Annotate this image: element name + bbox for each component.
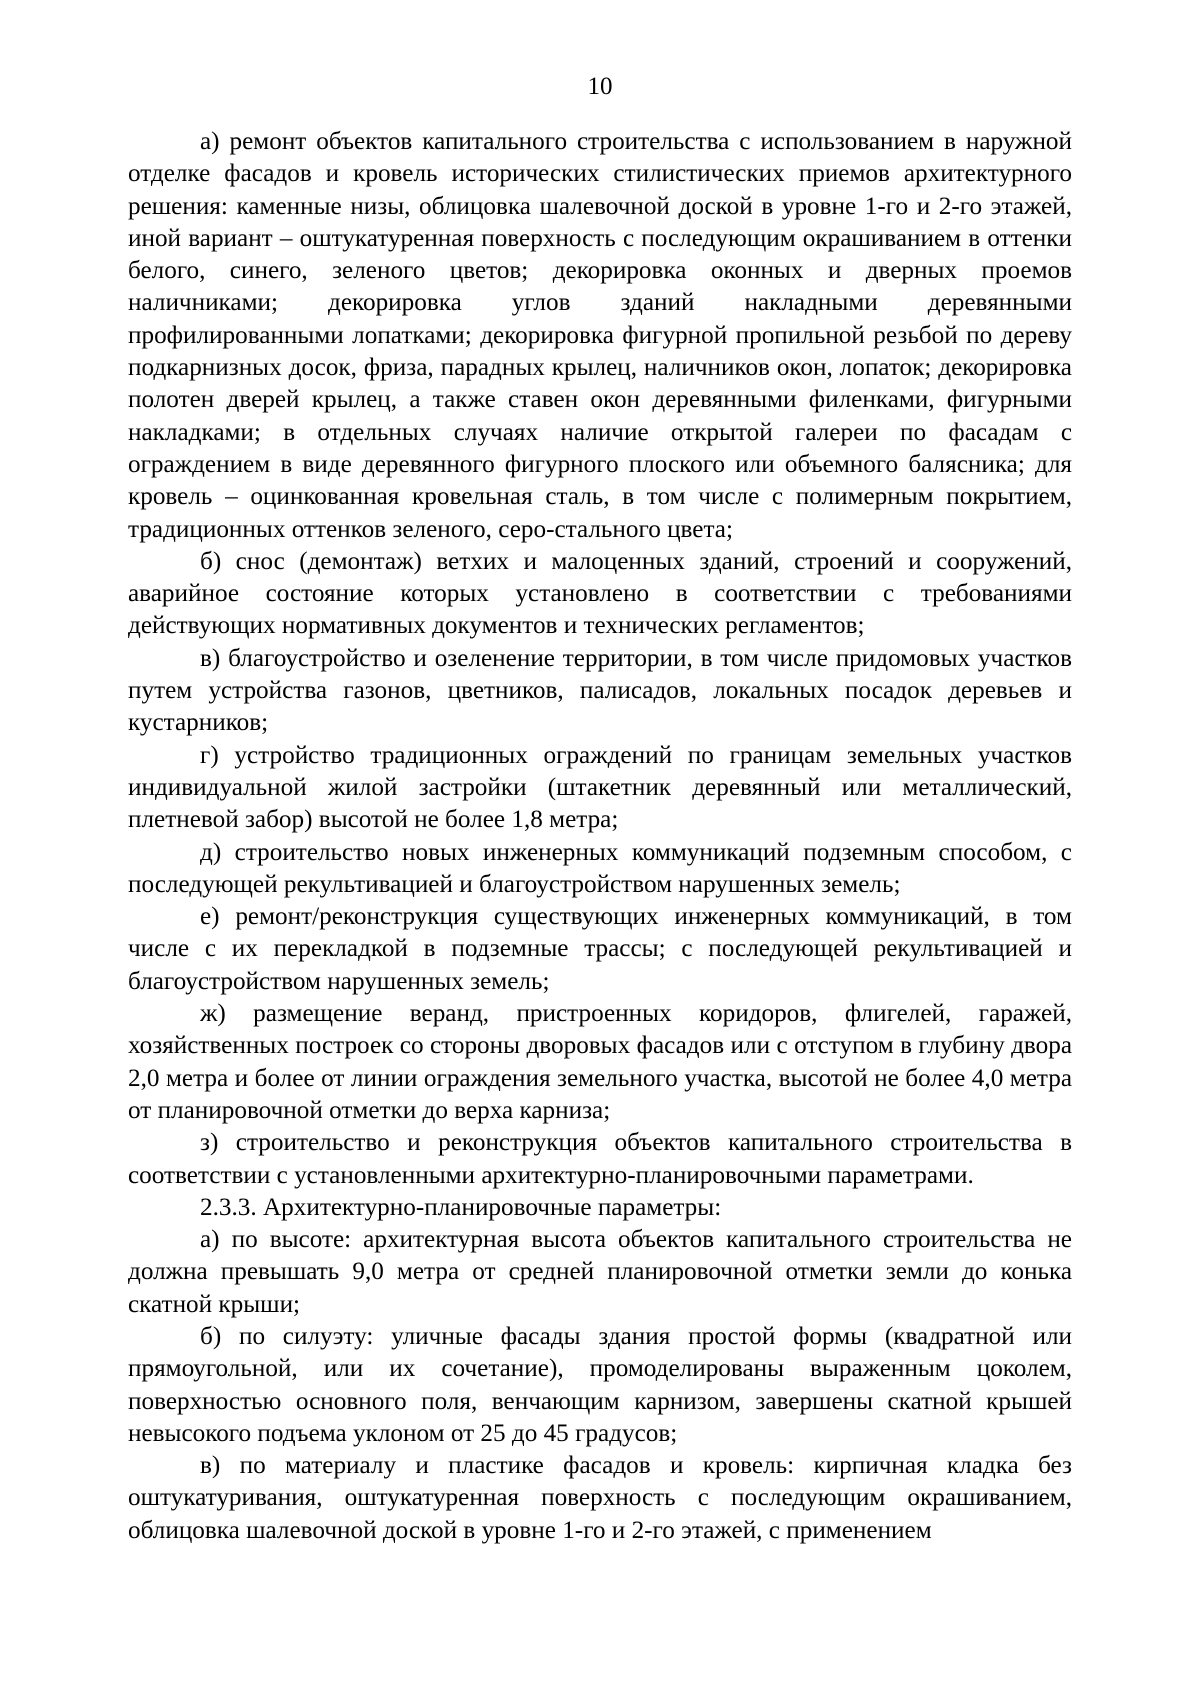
paragraph-d-new-utilities: д) строительство новых инженерных коммуникаций подземным способом, с последующей рекультивацией и благоустройством нарушенных земель; xyxy=(128,838,1072,898)
paragraph-g-fences: г) устройство традиционных ограждений по границам земельных участков индивидуальной жилой застройки (штакетник деревянный или металлический, плетневой забор) высотой не более 1,8 метра; xyxy=(128,741,1072,834)
paragraph-v-materials: в) по материалу и пластике фасадов и кровель: кирпичная кладка без оштукатуривания, оштукатуренная поверхность с последующим окрашиванием, облицовка шалевочной доской в уровне 1-го и 2-го этажей, с применением xyxy=(128,1452,1072,1544)
paragraph-b-demolition: б) снос (демонтаж) ветхих и малоценных зданий, строений и сооружений, аварийное состояние которых установлено в соответствии с требованиями действующих нормативных документов и технических регламентов; xyxy=(128,547,1072,640)
paragraph-v-landscaping: в) благоустройство и озеленение территории, в том числе придомовых участков путем устройства газонов, цветников, палисадов, локальных посадок деревьев и кустарников; xyxy=(128,644,1072,737)
document-body xyxy=(128,126,1072,1547)
page-number: 10 xyxy=(587,73,613,100)
paragraph-zh-outbuildings: ж) размещение веранд, пристроенных коридоров, флигелей, гаражей, хозяйственных построек со стороны дворовых фасадов или с отступом в глубину двора 2,0 метра и более от линии ограждения земельного участка, высотой не более 4,0 метра от планировочной отметки до верха карниза; xyxy=(128,1000,1072,1124)
paragraph-a-height: а) по высоте: архитектурная высота объектов капитального строительства не должна превышать 9,0 метра от средней планировочной отметки земли до конька скатной крыши; xyxy=(128,1226,1072,1318)
paragraph-e-utility-repair: е) ремонт/реконструкция существующих инженерных коммуникаций, в том числе с их перекладкой в подземные трассы; с последующей рекультивацией и благоустройством нарушенных земель; xyxy=(128,903,1072,995)
paragraph-z-construction: з) строительство и реконструкция объектов капитального строительства в соответствии с установленными архитектурно-планировочными параметрами. xyxy=(128,1129,1072,1189)
paragraph-b-silhouette: б) по силуэту: уличные фасады здания простой формы (квадратной или прямоугольной, или их сочетание), промоделированы выраженным цоколем, поверхностью основного поля, венчающим карнизом, завершены скатной крышей невысокого подъема уклоном от 25 до 45 градусов; xyxy=(128,1322,1072,1447)
paragraph-a-repair: а) ремонт объектов капитального строительства с использованием в наружной отделке фасадов и кровель исторических стилистических приемов архитектурного решения: каменные низы, облицовка шалевочной доской в уровне 1-го и 2-го этажей, иной вариант – оштукатуренная поверхность с последующим окрашиванием в оттенки белого, синего, зеленого цветов; декорировка оконных и дверных проемов наличниками; декорировка углов зданий накладными деревянными профилированными лопатками; декорировка фигурной пропильной резьбой по дереву подкарнизных досок, фриза, парадных крылец, наличников окон, лопаток; декорировка полотен дверей крылец, а также ставен окон деревянными филенками, фигурными накладками; в отдельных случаях наличие открытой галереи по фасадам с ограждением в виде деревянного фигурного плоского или объемного балясника; для кровель – оцинкованная кровельная сталь, в том числе с полимерным покрытием, традиционных оттенков зеленого, серо-стального цвета; xyxy=(128,128,1072,543)
section-heading-2-3-3: 2.3.3. Архитектурно-планировочные параметры: xyxy=(200,1193,722,1221)
